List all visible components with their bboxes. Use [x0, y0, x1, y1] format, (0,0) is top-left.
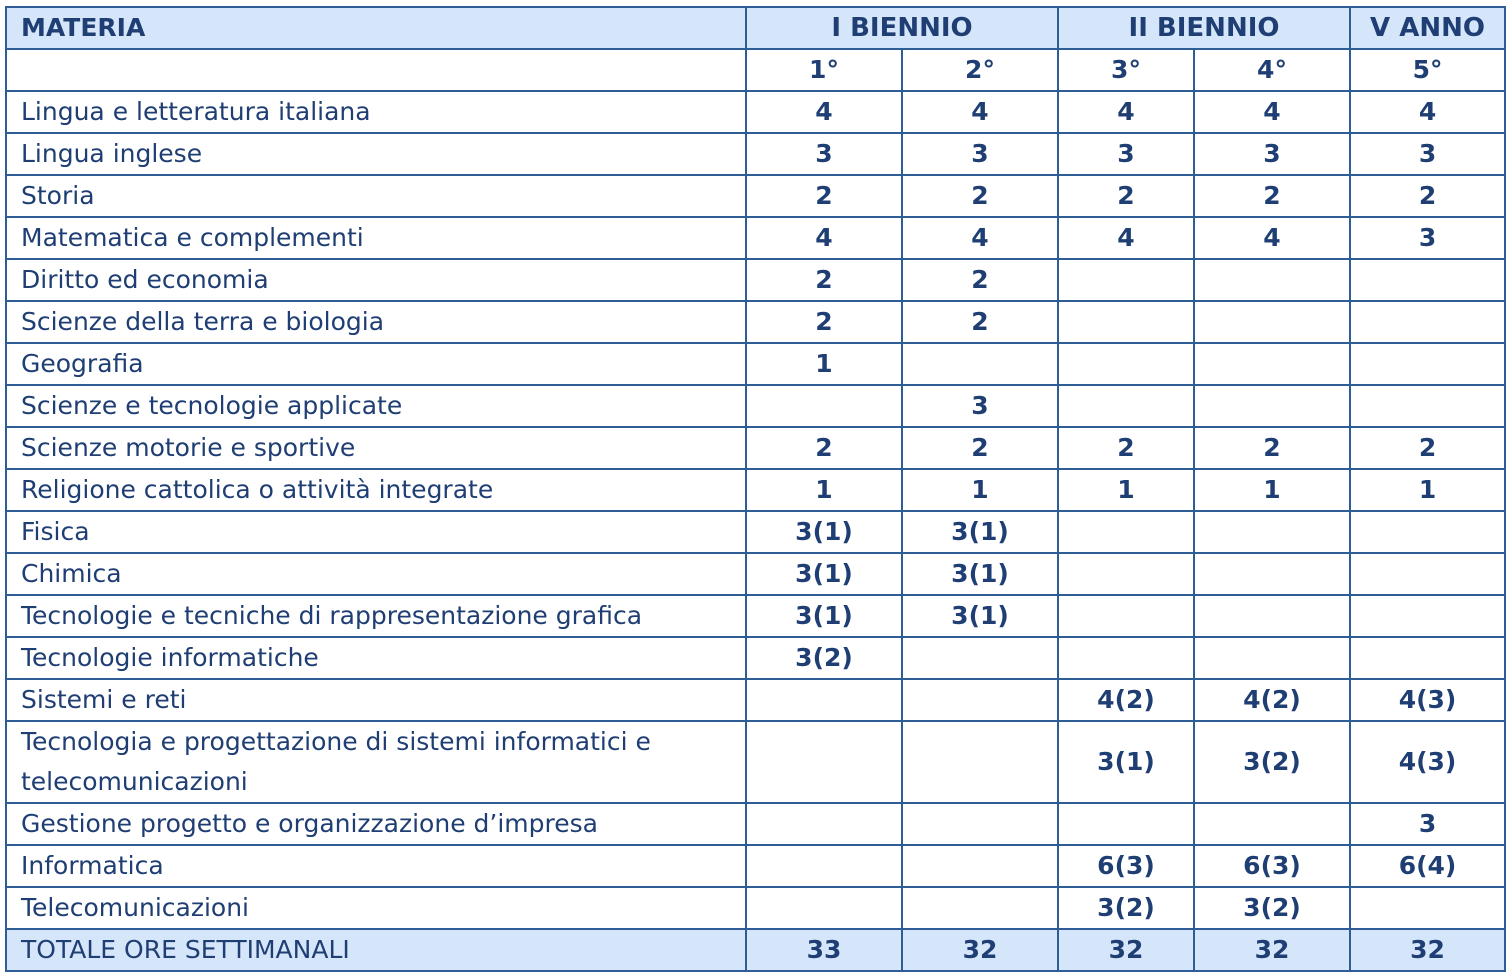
table-row	[6, 133, 1505, 175]
subject-cell: Informatica	[6, 845, 746, 887]
hours-cell: 3	[1194, 133, 1350, 175]
hours-cell: 3	[1350, 217, 1505, 259]
table-row	[6, 887, 1505, 929]
total-label: TOTALE ORE SETTIMANALI	[6, 929, 746, 971]
subject-cell: Lingua inglese	[6, 133, 746, 175]
year-header-row	[6, 49, 1505, 91]
table-row	[6, 595, 1505, 637]
hours-cell: 1	[1194, 469, 1350, 511]
hours-cell: 4	[746, 217, 902, 259]
hours-cell: 2	[746, 301, 902, 343]
total-row	[6, 929, 1505, 971]
table-row	[6, 175, 1505, 217]
hours-cell: 3(1)	[1058, 721, 1194, 803]
hours-cell	[1058, 511, 1194, 553]
hours-cell: 3(1)	[746, 511, 902, 553]
hours-cell: 4	[1194, 91, 1350, 133]
hours-cell	[1350, 553, 1505, 595]
hours-cell: 2	[1058, 427, 1194, 469]
hours-cell: 2	[1194, 175, 1350, 217]
table-row	[6, 511, 1505, 553]
subject-cell: Tecnologie e tecniche di rappresentazione grafica	[6, 595, 746, 637]
hours-cell: 3(1)	[902, 511, 1058, 553]
hours-cell: 1	[1350, 469, 1505, 511]
hours-cell: 3(2)	[1194, 887, 1350, 929]
table-row	[6, 427, 1505, 469]
hours-cell	[1058, 803, 1194, 845]
hours-cell	[1194, 343, 1350, 385]
materia-header: MATERIA	[6, 7, 746, 49]
hours-cell	[1058, 301, 1194, 343]
hours-cell: 4	[1058, 91, 1194, 133]
hours-cell	[746, 845, 902, 887]
group-header-ii-biennio: II BIENNIO	[1058, 7, 1350, 49]
subject-cell: Diritto ed economia	[6, 259, 746, 301]
hours-cell: 4	[746, 91, 902, 133]
subject-cell: Geografia	[6, 343, 746, 385]
total-cell: 33	[746, 929, 902, 971]
total-cell: 32	[902, 929, 1058, 971]
hours-cell: 4(3)	[1350, 679, 1505, 721]
hours-cell: 4	[1058, 217, 1194, 259]
hours-cell	[1058, 343, 1194, 385]
group-header-i-biennio: I BIENNIO	[746, 7, 1058, 49]
table-row	[6, 803, 1505, 845]
hours-cell: 4	[1194, 217, 1350, 259]
table-row	[6, 721, 1505, 803]
hours-cell: 2	[902, 427, 1058, 469]
hours-cell	[1350, 385, 1505, 427]
hours-cell	[746, 721, 902, 803]
hours-cell	[1058, 259, 1194, 301]
table-row	[6, 679, 1505, 721]
hours-cell	[1194, 553, 1350, 595]
hours-cell: 3	[746, 133, 902, 175]
hours-cell: 1	[746, 469, 902, 511]
hours-cell	[1350, 887, 1505, 929]
hours-cell: 4(3)	[1350, 721, 1505, 803]
subject-cell: Gestione progetto e organizzazione d’impresa	[6, 803, 746, 845]
year-header-empty	[6, 49, 746, 91]
total-cell: 32	[1350, 929, 1505, 971]
table-row	[6, 553, 1505, 595]
subject-cell: Sistemi e reti	[6, 679, 746, 721]
hours-cell: 1	[746, 343, 902, 385]
table-row	[6, 343, 1505, 385]
hours-cell	[1194, 259, 1350, 301]
group-header-v-anno: V ANNO	[1350, 7, 1505, 49]
hours-cell	[902, 343, 1058, 385]
year-header-3: 3°	[1058, 49, 1194, 91]
hours-cell: 6(3)	[1058, 845, 1194, 887]
hours-cell	[1058, 553, 1194, 595]
table-row	[6, 91, 1505, 133]
year-header-1: 1°	[746, 49, 902, 91]
hours-cell	[1194, 595, 1350, 637]
table-row	[6, 845, 1505, 887]
subject-cell: Scienze e tecnologie applicate	[6, 385, 746, 427]
hours-cell: 3(2)	[746, 637, 902, 679]
hours-cell	[1194, 301, 1350, 343]
hours-cell	[1350, 511, 1505, 553]
hours-cell: 4(2)	[1058, 679, 1194, 721]
hours-cell: 3	[1350, 133, 1505, 175]
hours-cell	[902, 721, 1058, 803]
table-row	[6, 637, 1505, 679]
year-header-5: 5°	[1350, 49, 1505, 91]
subject-cell: Telecomunicazioni	[6, 887, 746, 929]
hours-cell	[1058, 385, 1194, 427]
hours-cell: 1	[902, 469, 1058, 511]
table-row	[6, 301, 1505, 343]
hours-cell	[746, 803, 902, 845]
subject-cell: Tecnologie informatiche	[6, 637, 746, 679]
hours-cell: 6(3)	[1194, 845, 1350, 887]
hours-cell: 3	[902, 385, 1058, 427]
hours-cell: 2	[902, 175, 1058, 217]
hours-table	[5, 6, 1506, 972]
hours-cell: 2	[1350, 175, 1505, 217]
subject-cell: Fisica	[6, 511, 746, 553]
hours-cell	[902, 679, 1058, 721]
hours-cell: 2	[746, 427, 902, 469]
subject-cell: Matematica e complementi	[6, 217, 746, 259]
hours-cell: 3(1)	[746, 595, 902, 637]
hours-cell	[1058, 637, 1194, 679]
total-cell: 32	[1058, 929, 1194, 971]
hours-cell	[1194, 385, 1350, 427]
hours-cell	[1350, 343, 1505, 385]
hours-cell: 3	[1350, 803, 1505, 845]
hours-cell	[1058, 595, 1194, 637]
year-header-4: 4°	[1194, 49, 1350, 91]
hours-cell	[746, 385, 902, 427]
hours-cell: 2	[902, 301, 1058, 343]
hours-cell	[1350, 595, 1505, 637]
subject-cell: Scienze motorie e sportive	[6, 427, 746, 469]
hours-cell	[902, 887, 1058, 929]
hours-cell	[902, 803, 1058, 845]
hours-cell	[746, 887, 902, 929]
table-row	[6, 469, 1505, 511]
hours-cell	[902, 637, 1058, 679]
hours-cell: 3	[902, 133, 1058, 175]
hours-cell: 4(2)	[1194, 679, 1350, 721]
hours-cell: 3(1)	[902, 553, 1058, 595]
hours-cell	[1194, 637, 1350, 679]
table-row	[6, 385, 1505, 427]
hours-cell: 3	[1058, 133, 1194, 175]
hours-cell: 3(2)	[1194, 721, 1350, 803]
hours-cell	[1350, 259, 1505, 301]
hours-cell	[902, 845, 1058, 887]
hours-cell: 3(1)	[746, 553, 902, 595]
subject-cell: Lingua e letteratura italiana	[6, 91, 746, 133]
subject-cell: Tecnologia e progettazione di sistemi informatici e telecomunicazioni	[6, 721, 746, 803]
table-row	[6, 217, 1505, 259]
hours-cell	[746, 679, 902, 721]
hours-cell: 2	[1058, 175, 1194, 217]
group-header-row	[6, 7, 1505, 49]
hours-cell: 4	[1350, 91, 1505, 133]
hours-cell	[1350, 637, 1505, 679]
subject-cell: Scienze della terra e biologia	[6, 301, 746, 343]
hours-cell: 4	[902, 91, 1058, 133]
hours-cell: 6(4)	[1350, 845, 1505, 887]
hours-cell: 2	[746, 259, 902, 301]
total-cell: 32	[1194, 929, 1350, 971]
subject-cell: Storia	[6, 175, 746, 217]
hours-cell	[1194, 803, 1350, 845]
hours-cell: 2	[746, 175, 902, 217]
table-row	[6, 259, 1505, 301]
hours-cell	[1350, 301, 1505, 343]
hours-cell: 3(2)	[1058, 887, 1194, 929]
subject-cell: Chimica	[6, 553, 746, 595]
hours-cell: 1	[1058, 469, 1194, 511]
hours-cell: 3(1)	[902, 595, 1058, 637]
subject-cell: Religione cattolica o attività integrate	[6, 469, 746, 511]
hours-cell: 2	[1194, 427, 1350, 469]
hours-cell: 2	[1350, 427, 1505, 469]
hours-cell: 2	[902, 259, 1058, 301]
hours-cell	[1194, 511, 1350, 553]
hours-cell: 4	[902, 217, 1058, 259]
year-header-2: 2°	[902, 49, 1058, 91]
